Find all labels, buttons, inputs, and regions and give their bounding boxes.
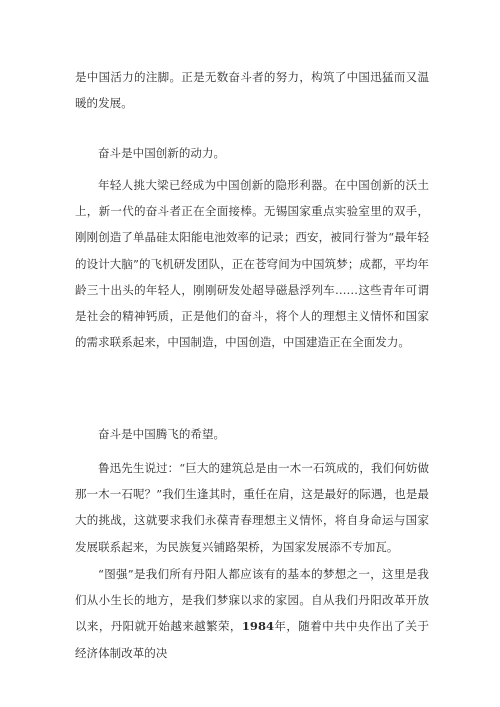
- paragraph-danyang-text-end: 年，随着中共中央作出了关于经济体制改革的决: [75, 619, 429, 660]
- section-heading-rise: 奋斗是中国腾飞的希望。: [98, 427, 226, 441]
- year-number: 1984: [241, 619, 275, 634]
- paragraph-continuation: 是中国活力的注脚。正是无数奋斗者的努力，构筑了中国迅猛而又温暖的发展。: [75, 70, 429, 111]
- section-heading-innovation: 奋斗是中国创新的动力。: [98, 146, 226, 160]
- paragraph-young-innovators: 年轻人挑大梁已经成为中国创新的隐形利器。在中国创新的沃土上，新一代的奋斗者正在全面接棒。无锡国家重点实验室里的双手，刚刚创造了单晶硅太阳能电池效率的记录；西安，被同行誉为“最年轻的设计大脑”的飞机研发团队，正在苍穹间为中国筑梦；成都，平均年龄三十出头的年轻人，刚刚研发处超导磁悬浮列车……这些青年可谓是社会的精神钙质，正是他们的奋斗，将个人的理想主义情怀和国家的需求联系起来，中国制造，中国创造，中国建造正在全面发力。: [75, 178, 429, 350]
- paragraph-danyang: [75, 561, 429, 666]
- paragraph-lu-xun-quote: 鲁迅先生说过：“巨大的建筑总是由一木一石筑成的，我们何妨做那一木一石呢？”我们生逢其时，重任在肩，这是最好的际遇，也是最大的挑战，这就要求我们永葆青春理想主义情怀，将自身命运与国家发展联系起来，为民族复兴铺路架桥，为国家发展添不专加瓦。: [75, 461, 429, 554]
- paragraph-danyang-text: “图强”是我们所有丹阳人都应该有的基本的梦想之一，这里是我们从小生长的地方，是我们梦寐以求的家园。自从我们丹阳改革开放以来，丹阳就开始越来越繁荣，: [75, 567, 429, 634]
